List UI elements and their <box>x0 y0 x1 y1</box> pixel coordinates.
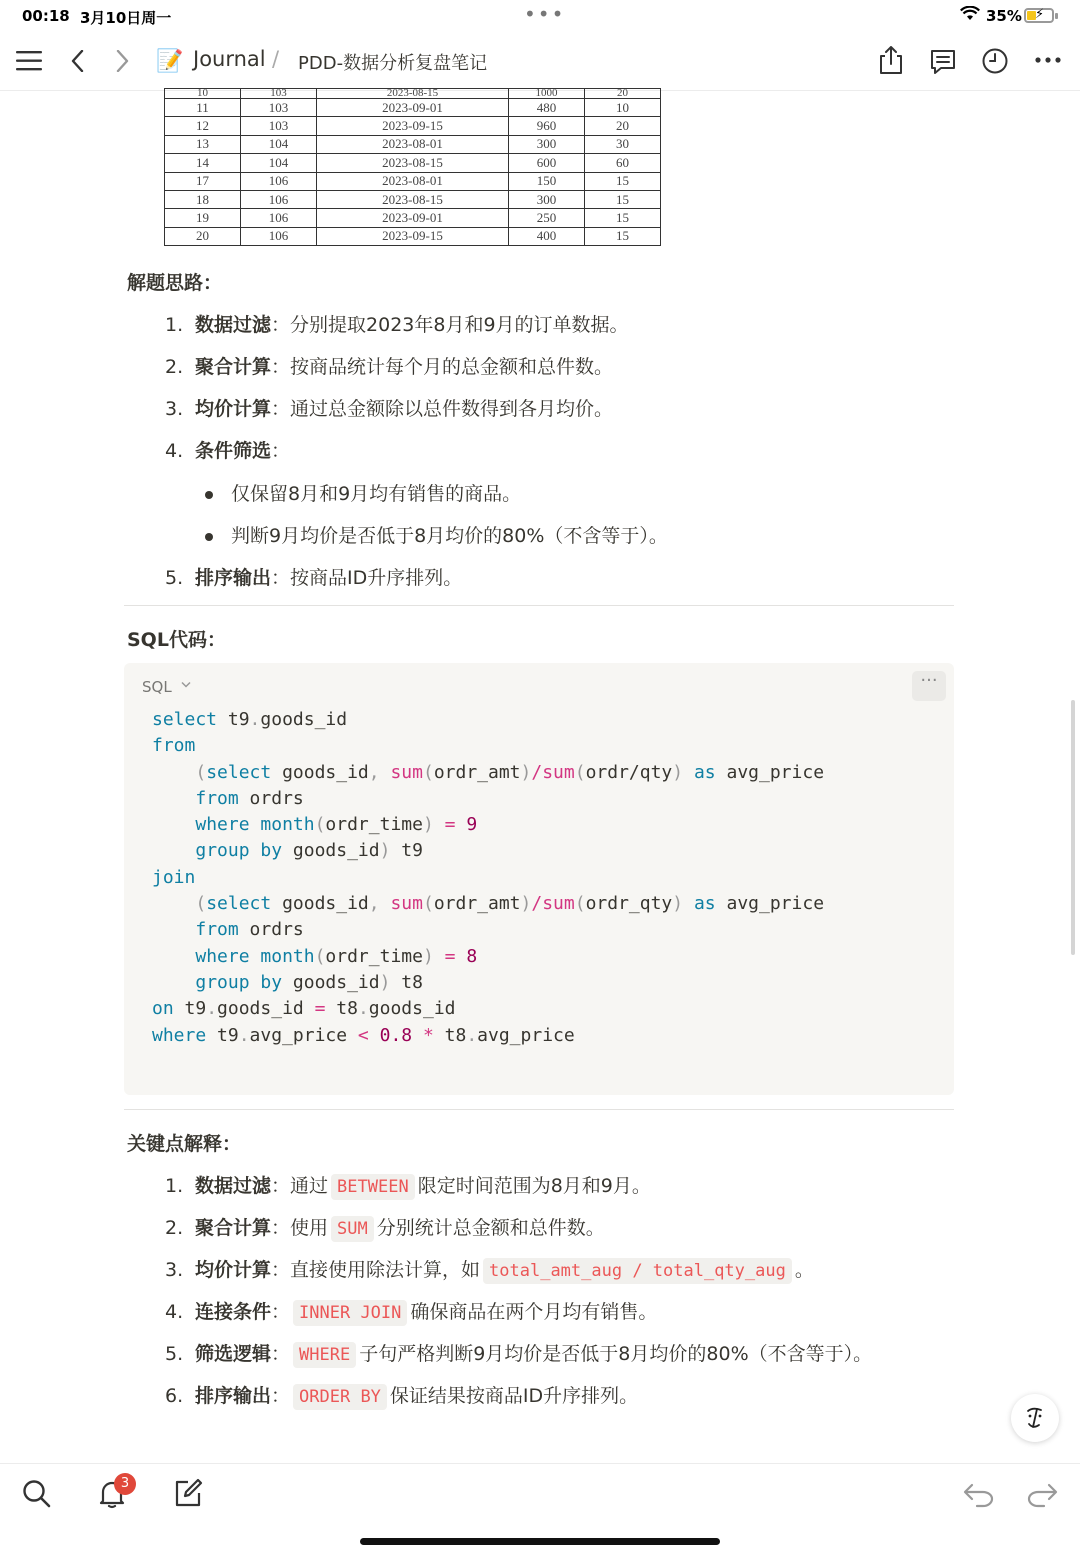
table-row <box>165 99 661 117</box>
search-icon[interactable] <box>22 1479 52 1509</box>
table-cell: 20 <box>585 117 661 135</box>
status-time: 00:18 <box>22 7 70 25</box>
table-row <box>165 135 661 153</box>
table-cell: 15 <box>585 172 661 190</box>
approach-item-5: 5. 排序输出：按商品ID升序排列。 <box>165 567 463 589</box>
table-row <box>165 209 661 227</box>
status-date: 3月10日周一 <box>80 9 172 27</box>
keypoints-heading: 关键点解释： <box>127 1133 242 1155</box>
scrollbar[interactable] <box>1071 700 1075 955</box>
table-cell: 20 <box>165 227 241 245</box>
table-cell: 600 <box>509 154 585 172</box>
table-cell: 2023-08-01 <box>317 135 509 153</box>
table-cell: 14 <box>165 154 241 172</box>
table-row <box>165 190 661 208</box>
inline-code: SUM <box>331 1216 374 1242</box>
table-cell: 300 <box>509 190 585 208</box>
table-cell: 400 <box>509 227 585 245</box>
table-cell: 2023-09-01 <box>317 209 509 227</box>
history-icon[interactable] <box>981 47 1009 75</box>
menu-icon[interactable] <box>16 50 42 72</box>
battery-percent: 35% <box>986 7 1022 25</box>
table-cell: 17 <box>165 172 241 190</box>
multitask-dots-icon[interactable]: ••• <box>524 2 566 26</box>
table-cell: 20 <box>585 89 661 99</box>
table-cell: 1000 <box>509 89 585 99</box>
table-row <box>165 172 661 190</box>
table-cell: 150 <box>509 172 585 190</box>
table-cell: 2023-08-15 <box>317 190 509 208</box>
table-cell: 106 <box>241 172 317 190</box>
table-cell: 19 <box>165 209 241 227</box>
status-bar <box>0 0 1080 34</box>
sql-heading: SQL代码： <box>127 629 226 651</box>
table-cell: 2023-08-15 <box>317 154 509 172</box>
home-indicator[interactable] <box>360 1538 720 1545</box>
ai-face-icon <box>1011 1394 1059 1442</box>
inline-code: WHERE <box>293 1342 356 1368</box>
table-cell: 106 <box>241 227 317 245</box>
keypoint-item-2: 2. 聚合计算：使用 SUM 分别统计总金额和总件数。 <box>165 1213 605 1240</box>
table-row <box>165 117 661 135</box>
table-cell: 480 <box>509 99 585 117</box>
table-cell: 13 <box>165 135 241 153</box>
bottom-toolbar <box>0 1463 1080 1555</box>
bullet-dot <box>205 533 213 541</box>
table-cell: 15 <box>585 227 661 245</box>
undo-icon[interactable] <box>963 1482 995 1508</box>
table-cell: 2023-09-15 <box>317 117 509 135</box>
keypoint-item-6: 6. 排序输出： ORDER BY 保证结果按商品ID升序排列。 <box>165 1381 638 1408</box>
inline-code: INNER JOIN <box>293 1300 407 1326</box>
table-cell: 18 <box>165 190 241 208</box>
table-cell: 300 <box>509 135 585 153</box>
table-cell: 11 <box>165 99 241 117</box>
divider <box>124 1109 954 1110</box>
chevron-down-icon[interactable] <box>181 681 191 689</box>
notification-badge: 3 <box>114 1473 136 1495</box>
table-cell: 250 <box>509 209 585 227</box>
share-icon[interactable] <box>878 45 904 75</box>
keypoint-item-5: 5. 筛选逻辑： WHERE 子句严格判断9月均价是否低于8月均价的80%（不含等于）。 <box>165 1339 872 1366</box>
table-cell: 104 <box>241 154 317 172</box>
inline-code: ORDER BY <box>293 1384 387 1410</box>
ai-assistant-button[interactable] <box>1011 1394 1059 1442</box>
table-row <box>165 154 661 172</box>
table-cell: 60 <box>585 154 661 172</box>
breadcrumb-separator: / <box>272 47 280 71</box>
divider <box>124 605 954 606</box>
keypoint-item-1: 1. 数据过滤：通过 BETWEEN 限定时间范围为8月和9月。 <box>165 1171 651 1198</box>
breadcrumb-page-title[interactable]: PDD-数据分析复盘笔记 <box>298 53 488 74</box>
sql-code[interactable]: select t9.goods_id from (select goods_id, sum(ordr_amt)/sum(ordr/qty) as avg_price from ordrs where month(ordr_time) = 9 group by goods_id) t9 join (select goods_id, sum(ordr_amt)/sum(ordr_qty) as avg_price from ordrs where month(ordr_time) = 8 group by goods_id) t8 on t9.goods_id = t8.goods_id where t9.avg_price < 0.8 * t8.avg_price <box>152 709 825 1046</box>
table-cell: 104 <box>241 135 317 153</box>
table-cell: 103 <box>241 89 317 99</box>
redo-icon[interactable] <box>1026 1482 1058 1508</box>
table-cell: 15 <box>585 209 661 227</box>
table-row <box>165 89 661 99</box>
table-row <box>165 227 661 245</box>
code-language-selector[interactable]: SQL <box>142 678 172 696</box>
table-cell: 103 <box>241 117 317 135</box>
approach-item-2: 2. 聚合计算：按商品统计每个月的总金额和总件数。 <box>165 356 614 378</box>
orders-table-image <box>164 88 661 246</box>
wifi-icon <box>960 6 980 22</box>
table-cell: 2023-08-15 <box>317 89 509 99</box>
battery-cap <box>1055 13 1058 19</box>
approach-item-1: 1. 数据过滤：分别提取2023年8月和9月的订单数据。 <box>165 314 629 336</box>
more-options-icon[interactable] <box>1034 56 1062 64</box>
forward-icon[interactable] <box>114 50 130 72</box>
inline-code: total_amt_aug / total_qty_aug <box>483 1258 792 1284</box>
table-cell: 15 <box>585 190 661 208</box>
orders-table <box>164 88 661 246</box>
nav-bar <box>0 34 1080 91</box>
table-cell: 103 <box>241 99 317 117</box>
inline-code: BETWEEN <box>331 1174 415 1200</box>
comments-icon[interactable] <box>929 48 957 76</box>
table-cell: 12 <box>165 117 241 135</box>
page-emoji-icon: 📝 <box>156 49 184 74</box>
bullet-dot <box>205 491 213 499</box>
table-cell: 10 <box>585 99 661 117</box>
new-page-icon[interactable] <box>173 1478 203 1508</box>
table-cell: 10 <box>165 89 241 99</box>
table-cell: 2023-09-15 <box>317 227 509 245</box>
table-cell: 30 <box>585 135 661 153</box>
keypoint-item-4: 4. 连接条件： INNER JOIN 确保商品在两个月均有销售。 <box>165 1297 657 1324</box>
approach-item-4: 4. 条件筛选： <box>165 440 291 462</box>
table-cell: 106 <box>241 209 317 227</box>
battery-icon: ⚡ <box>1024 8 1054 23</box>
table-cell: 960 <box>509 117 585 135</box>
table-cell: 2023-08-01 <box>317 172 509 190</box>
approach-item-3: 3. 均价计算：通过总金额除以总件数得到各月均价。 <box>165 398 614 420</box>
keypoint-item-3: 3. 均价计算：直接使用除法计算，如 total_amt_aug / total_qty_aug 。 <box>165 1255 814 1282</box>
back-icon[interactable] <box>70 50 86 72</box>
table-cell: 106 <box>241 190 317 208</box>
code-block-more-button[interactable]: ··· <box>912 671 946 701</box>
approach-bullet-2: 判断9月均价是否低于8月均价的80%（不含等于）。 <box>205 521 668 548</box>
breadcrumb-journal[interactable]: Journal <box>193 47 266 71</box>
approach-heading: 解题思路： <box>127 272 223 294</box>
sql-code-block[interactable] <box>124 663 954 1095</box>
approach-bullet-1: 仅保留8月和9月均有销售的商品。 <box>205 479 521 506</box>
table-cell: 2023-09-01 <box>317 99 509 117</box>
